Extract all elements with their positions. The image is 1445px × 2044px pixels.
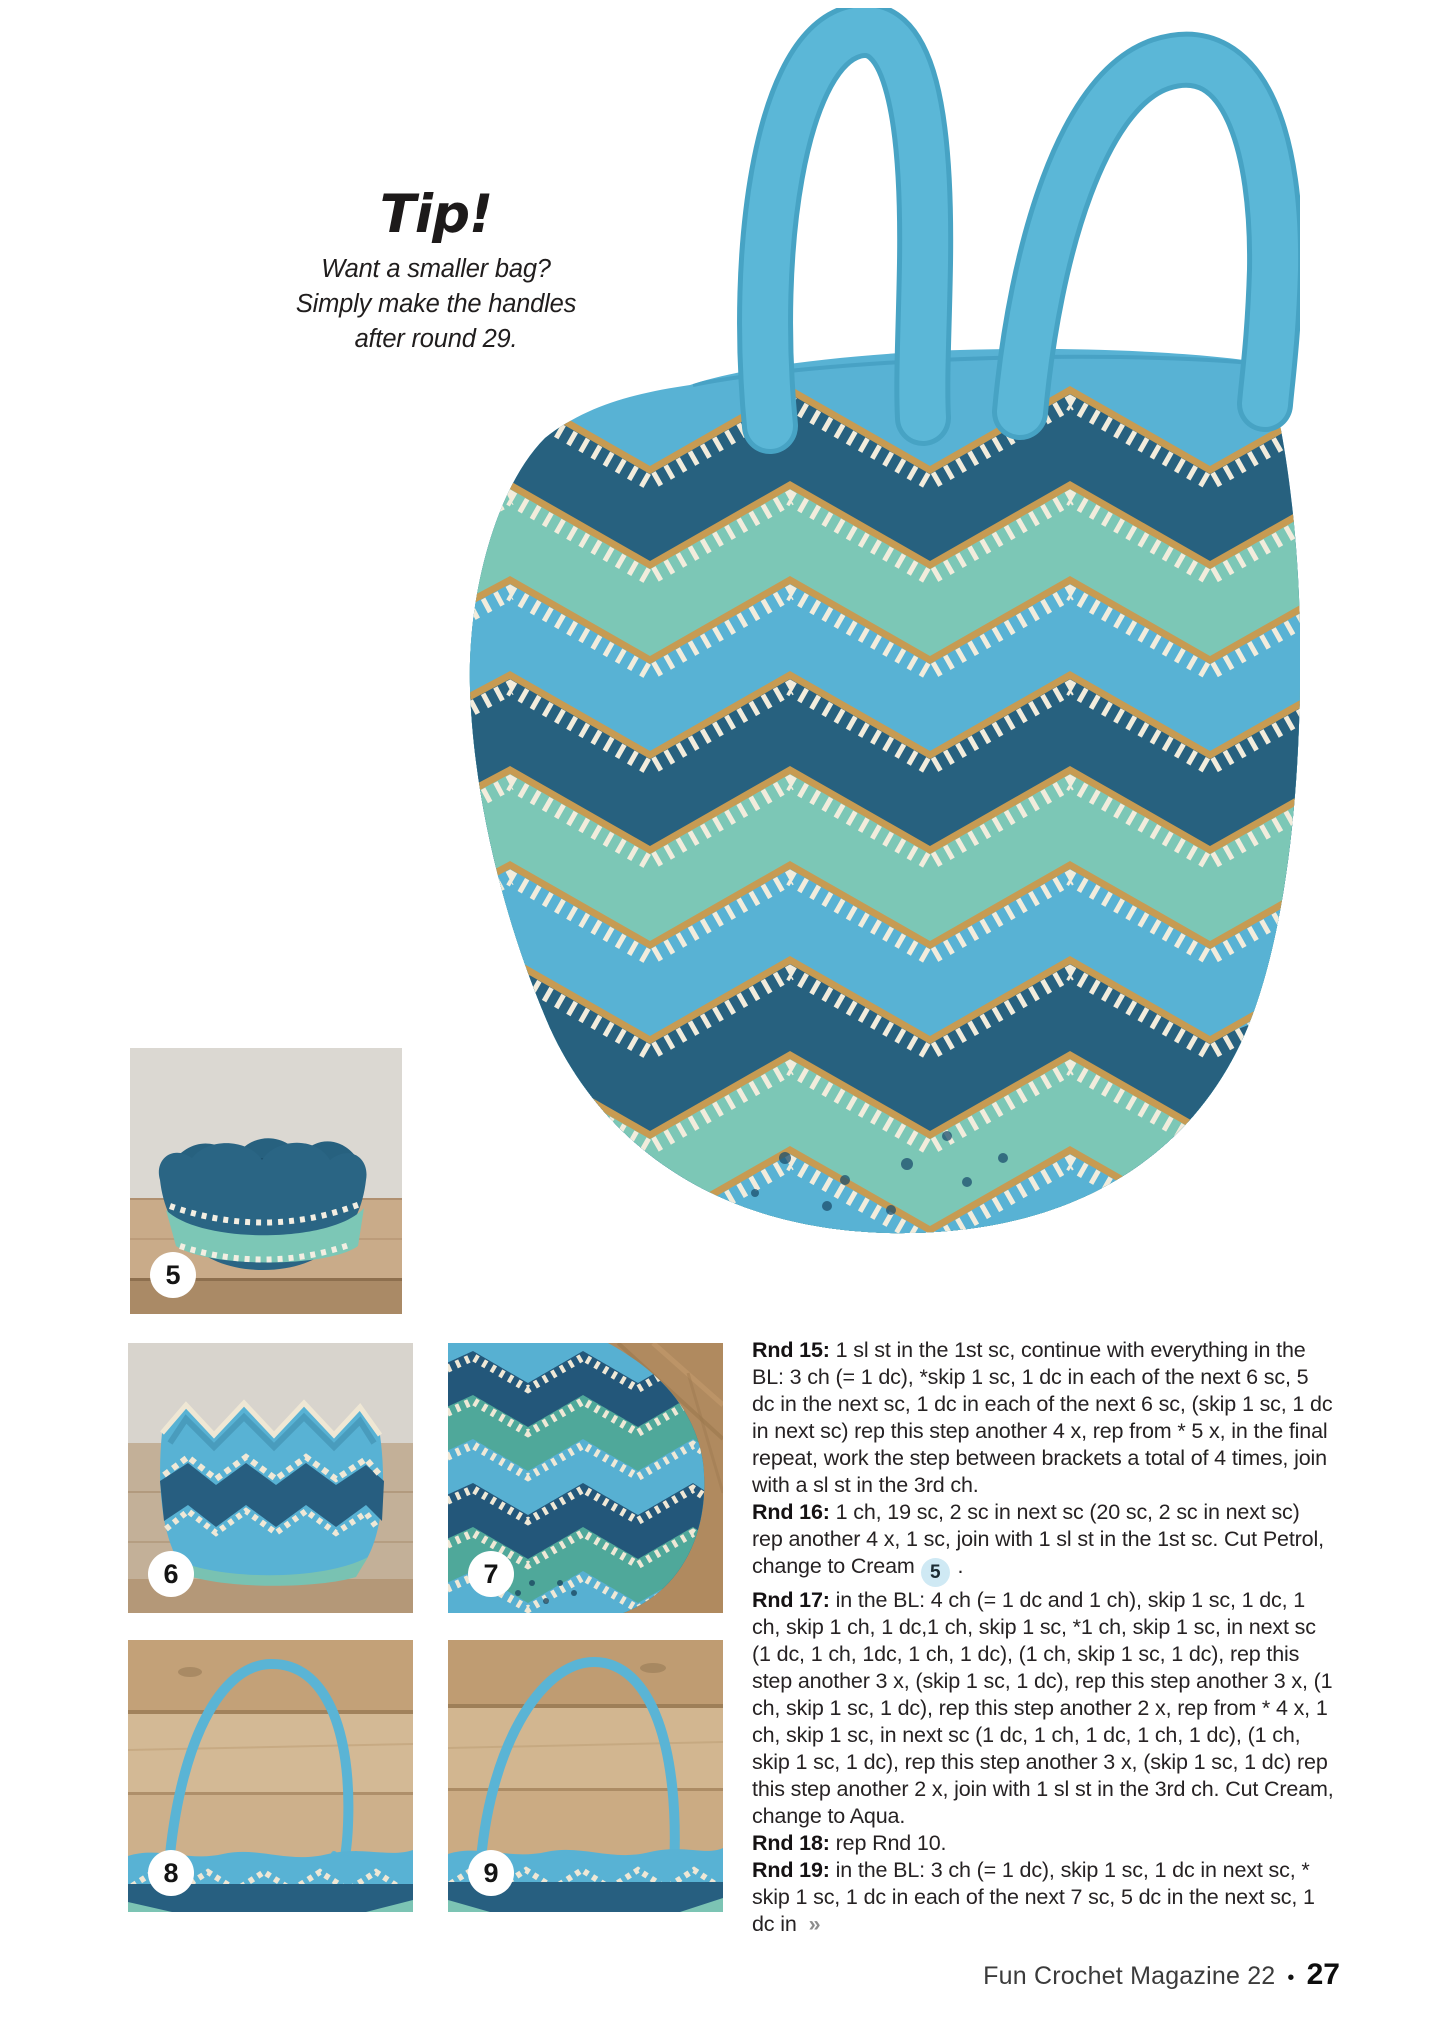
tip-title: Tip!	[379, 184, 493, 245]
step-photo-7	[448, 1343, 723, 1613]
hero-photo-bag	[455, 8, 1300, 1236]
continuation-arrow-icon: »	[808, 1912, 819, 1936]
page-footer	[983, 1958, 1340, 1992]
color-key-badge: 5	[921, 1558, 950, 1587]
footer-separator: •	[1287, 1967, 1295, 1989]
photo-number-badge: 9	[468, 1850, 514, 1896]
instructions	[752, 1337, 1336, 1938]
instruction-paragraph: Rnd 16: 1 ch, 19 sc, 2 sc in next sc (20 sc, 2 sc in next sc) rep another 4 x, 1 sc, join with 1 sl st in the 1st sc. Cut Petrol, change to Cream 5 .	[752, 1499, 1336, 1587]
instruction-paragraph: Rnd 17: in the BL: 4 ch (= 1 dc and 1 ch), skip 1 sc, 1 dc, 1 ch, skip 1 ch, 1 dc,1 ch, skip 1 sc, *1 ch, skip 1 sc, in next sc (1 dc, 1 ch, 1dc, 1 ch, 1 dc), (1 ch, skip 1 sc, 1 dc), rep this step another 3 x, (skip 1 sc, 1 dc), rep this step another 3 x, (1 ch, skip 1 sc, 1 dc), rep this step another 2 x, rep from * 4 x, 1 ch, skip 1 sc, in next sc (1 dc, 1 ch, 1 dc, 1 ch, 1 dc), (1 ch, skip 1 sc, 1 dc), rep this step another 3 x, (skip 1 sc, 1 dc) rep this step another 2 x, join with 1 sl st in the 3rd ch. Cut Cream, change to Aqua.	[752, 1588, 1334, 1828]
round-label: Rnd 16:	[752, 1500, 836, 1524]
instruction-paragraph: Rnd 19: in the BL: 3 ch (= 1 dc), skip 1 sc, 1 dc in next sc, * skip 1 sc, 1 dc in each of the next 7 sc, 5 dc in the next sc, 1 dc in »	[752, 1858, 1315, 1936]
bag-illustration	[455, 8, 1300, 1236]
round-label: Rnd 17:	[752, 1588, 836, 1612]
instruction-paragraph: Rnd 15: 1 sl st in the 1st sc, continue with everything in the BL: 3 ch (= 1 dc), *skip 1 sc, 1 dc in each of the next 6 sc, 5 dc in the next sc, 1 dc in each of the next 6 sc, (skip 1 sc, 1 dc in next sc) rep this step another 4 x, rep from * 5 x, in the final repeat, work the step between brackets a total of 4 times, join with a sl st in the 3rd ch.	[752, 1338, 1333, 1497]
step-photo-6	[128, 1343, 413, 1613]
photo-number-badge: 5	[150, 1252, 196, 1298]
tip-line: Simply make the handles	[295, 290, 577, 318]
page-number: 27	[1306, 1958, 1340, 1991]
step-photo-5	[130, 1048, 402, 1314]
tip-line: after round 29.	[354, 325, 518, 353]
magazine-title: Fun Crochet Magazine 22	[983, 1962, 1276, 1990]
photo-number-badge: 7	[468, 1551, 514, 1597]
round-label: Rnd 18:	[752, 1831, 836, 1855]
step-photo-8	[128, 1640, 413, 1912]
tip-line: Want a smaller bag?	[321, 255, 551, 283]
round-label: Rnd 15:	[752, 1338, 836, 1362]
photo-number-badge: 8	[148, 1850, 194, 1896]
photo-number-badge: 6	[148, 1551, 194, 1597]
instruction-paragraph: Rnd 18: rep Rnd 10.	[752, 1831, 947, 1855]
step-photo-9	[448, 1640, 723, 1912]
round-label: Rnd 19:	[752, 1858, 836, 1882]
